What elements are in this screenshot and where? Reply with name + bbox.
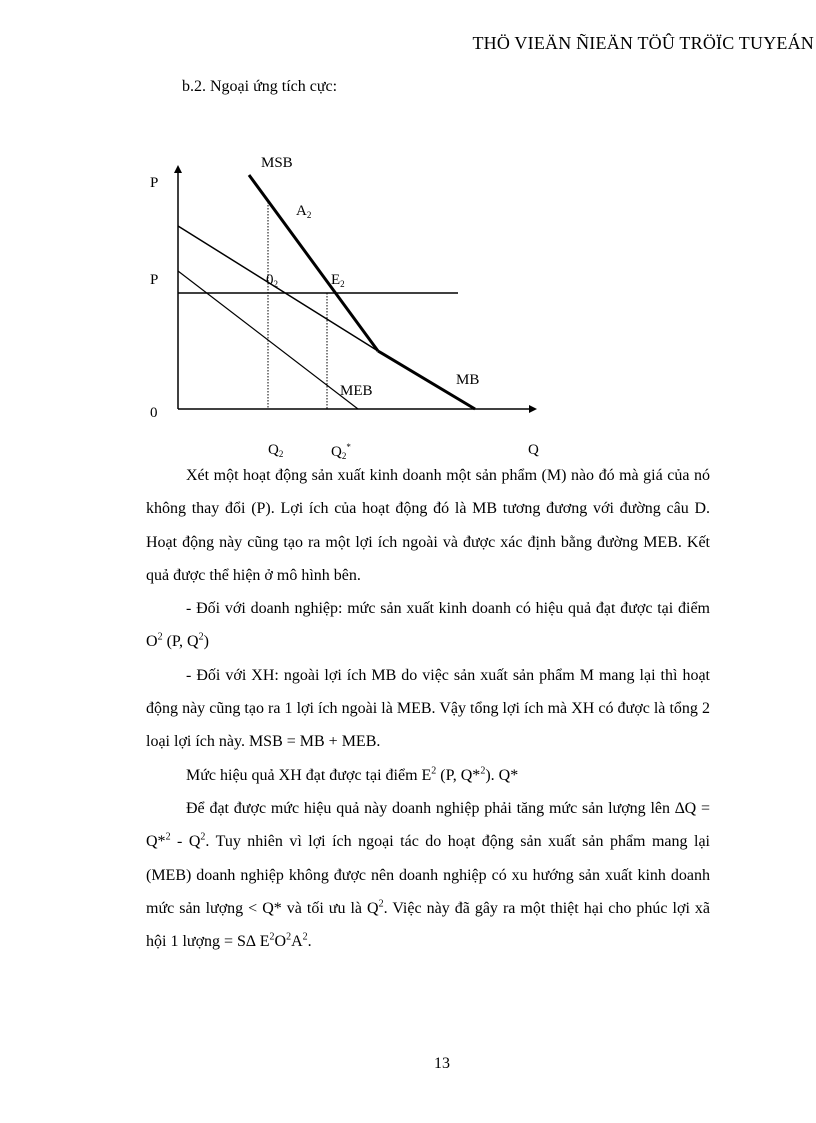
externality-diagram (140, 145, 560, 465)
a2-label: $A_2$ (296, 203, 312, 220)
paragraph-1: Xét một hoạt động sản xuất kinh doanh một sản phẩm (M) nào đó mà giá của nó không thay đổi (P). Lợi ích của hoạt động đó là MB tương đương với đường câu D. Hoạt động này cũng tạo ra một lợi ích ngoài và được xác định bằng đường MEB. Kết quả được thể hiện ở mô hình bên. (146, 467, 710, 584)
paragraph-5: Để đạt được mức hiệu quả này doanh nghiệp phải tăng mức sản lượng lên $\Delta Q = Q*^2 - Q^2$. Tuy nhiên vì lợi ích ngoại tác do hoạt động sản xuất sản phẩm mang lại (MEB) doanh nghiệp không được nên doanh nghiệp có xu hướng sản xuất kinh doanh mức sản lượng < Q* và tối ưu là $Q^2$. Việc này đã gây ra một thiệt hại cho phúc lợi xã hội 1 lượng = S∆ $E^2O^2A^2$. (146, 799, 711, 951)
meb-label: MEB (340, 383, 373, 399)
mb-line-upper (178, 226, 378, 351)
mb-label: MB (456, 372, 480, 388)
e2-label: $E_2$ (331, 272, 345, 289)
paragraph-3: - Đối với XH: ngoài lợi ích MB do việc sản xuất sản phẩm M mang lại thì hoạt động này cũng tạo ra 1 lợi ích ngoài là MEB. Vậy tổng lợi ích mà XH có được là tổng 2 loại lợi ích này. MSB = MB + MEB. (146, 666, 710, 751)
origin-label: 0 (150, 405, 158, 421)
page-header-title: THÖ VIEÄN ÑIEÄN TÖÛ TRÖÏC TUYEÁN (472, 33, 814, 53)
q2star-label: $Q_2^*$ (331, 442, 351, 461)
msb-label: MSB (261, 155, 293, 171)
p-axis-label: P (150, 175, 159, 191)
page-number: 13 (434, 1055, 450, 1072)
paragraph-4: Mức hiệu quả XH đạt được tại điểm $E^2$ (P, Q*$^2$). Q* (186, 765, 519, 784)
body-text (146, 459, 710, 958)
o2-label: $0_2$ (266, 272, 278, 289)
diagram-svg (140, 145, 560, 465)
p-price-label: P (150, 272, 159, 288)
section-heading: b.2. Ngoại ứng tích cực: (182, 78, 338, 95)
paragraph-2: - Đối với doanh nghiệp: mức sản xuất kinh doanh có hiệu quả đạt được tại điểm $O^2$ (P, $Q^2$) (146, 600, 710, 651)
q2-label: $Q_2$ (268, 442, 284, 459)
q-axis-label: Q (528, 442, 539, 458)
